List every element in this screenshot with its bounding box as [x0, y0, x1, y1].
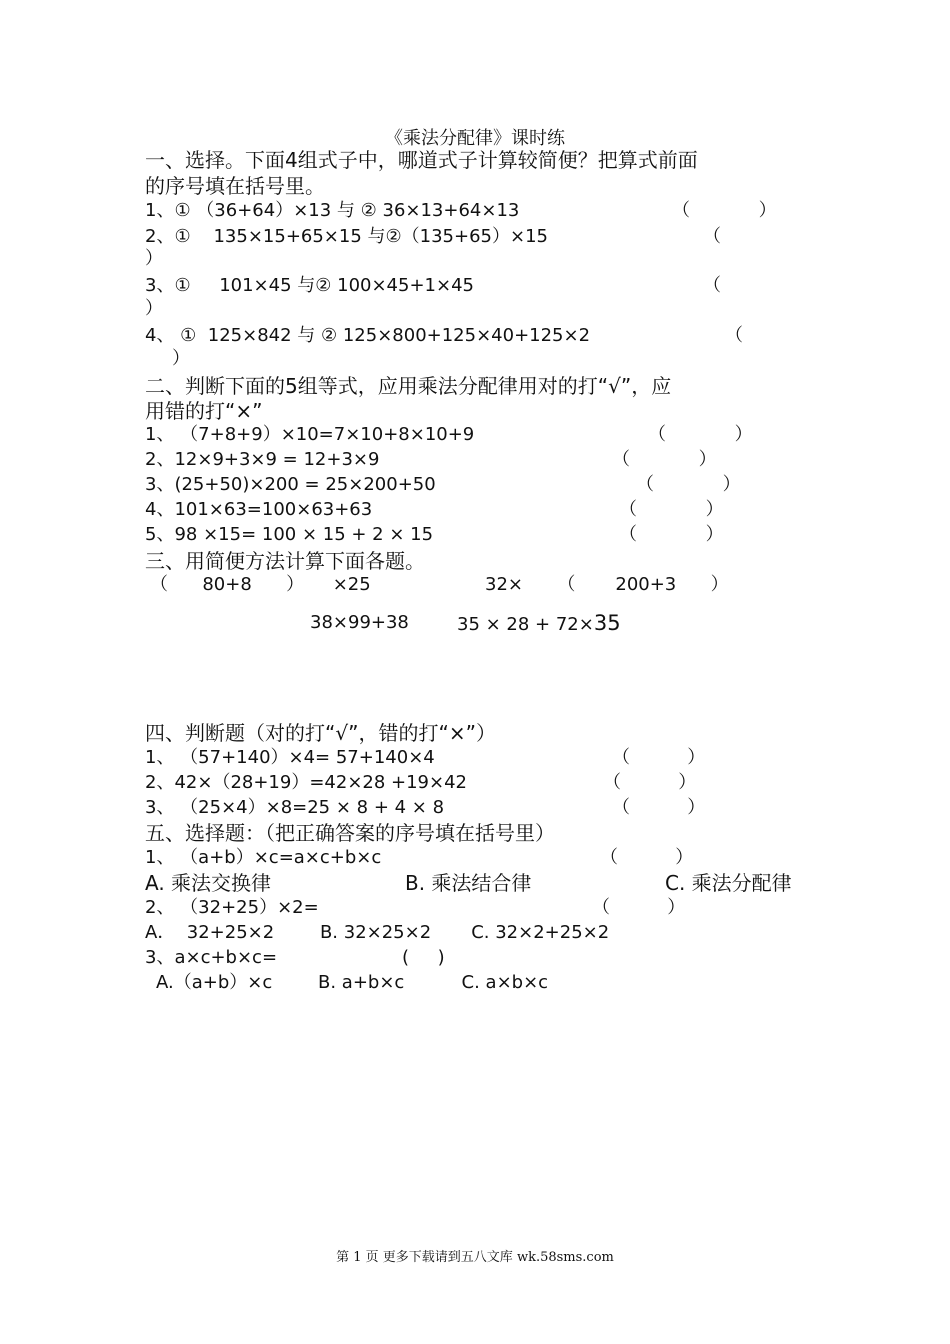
s5-q3-options: A.（a+b）×c B. a+b×c C. a×b×c	[156, 972, 549, 993]
s2-answer-paren-1: （ ）	[648, 424, 753, 445]
section-5-heading: 五、选择题：（把正确答案的序号填在括号里）	[145, 821, 555, 845]
page-footer: 第 1 页 更多下载请到五八文库 wk.58sms.com	[336, 1250, 614, 1265]
s2-answer-paren-2: （ ）	[612, 449, 717, 470]
s1-question-2: 2、① 135×15+65×15 与②（135+65）×15	[145, 226, 548, 247]
s5-q1-option-b: B. 乘法结合律	[405, 871, 532, 895]
s4-answer-paren-3: （ ）	[612, 797, 706, 818]
s1-answer-paren-4-open: （	[725, 325, 743, 346]
section-4-heading: 四、判断题（对的打“√”，错的打“×”）	[145, 721, 496, 745]
s4-item-2: 2、42×（28+19）=42×28 +19×42	[145, 772, 467, 793]
s1-question-1: 1、① （36+64）×13 与 ② 36×13+64×13	[145, 200, 520, 221]
s5-q1-option-a: A. 乘法交换律	[145, 871, 272, 895]
s1-answer-paren-4-close: ）	[172, 348, 190, 369]
s5-question-2: 2、 （32+25）×2=	[145, 897, 319, 918]
s1-question-3: 3、① 101×45 与② 100×45+1×45	[145, 275, 474, 296]
s5-answer-paren-2: （ ）	[592, 897, 686, 918]
page-title: 《乘法分配律》课时练	[385, 128, 565, 149]
s2-item-3: 3、(25+50)×200 = 25×200+50	[145, 474, 436, 495]
s1-answer-paren-2-close: ）	[145, 248, 163, 269]
s3-problem-4	[457, 611, 621, 637]
s1-answer-paren-1: （ ）	[672, 200, 777, 221]
section-1-heading-line1: 一、选择。下面4组式子中，哪道式子计算较简便？把算式前面	[145, 148, 698, 172]
section-1-heading-line2: 的序号填在括号里。	[145, 174, 325, 198]
s2-answer-paren-3: （ ）	[636, 474, 741, 495]
s1-answer-paren-3-open: （	[703, 275, 721, 296]
s4-answer-paren-2: （ ）	[603, 772, 697, 793]
s4-answer-paren-1: （ ）	[612, 747, 706, 768]
s2-answer-paren-4: （ ）	[619, 499, 724, 520]
s3-problem-4-end: 35	[593, 611, 621, 635]
s1-answer-paren-3-close: ）	[145, 298, 163, 319]
s3-problem-4-main: 35 × 28 + 72×	[457, 614, 594, 635]
s3-problem-1: （ 80+8 ） ×25	[150, 574, 371, 595]
s1-answer-paren-2-open: （	[703, 226, 721, 247]
s5-answer-paren-1: （ ）	[600, 847, 694, 868]
s5-q2-options: A． 32+25×2 B. 32×25×2 C. 32×2+25×2	[145, 922, 610, 943]
s1-question-4: 4、 ① 125×842 与 ② 125×800+125×40+125×2	[145, 325, 591, 346]
s5-answer-paren-3: ( )	[402, 947, 445, 968]
s3-problem-2: 32× （ 200+3 ）	[485, 574, 729, 595]
s2-item-4: 4、101×63=100×63+63	[145, 499, 373, 520]
s2-item-2: 2、12×9+3×9 = 12+3×9	[145, 449, 380, 470]
section-2-heading-line1: 二、判断下面的5组等式，应用乘法分配律用对的打“√”，应	[145, 374, 672, 398]
s2-item-5: 5、98 ×15= 100 × 15 + 2 × 15	[145, 524, 434, 545]
s5-question-3: 3、a×c+b×c=	[145, 947, 278, 968]
s2-item-1: 1、 （7+8+9）×10=7×10+8×10+9	[145, 424, 475, 445]
s5-q1-option-c: C. 乘法分配律	[665, 871, 792, 895]
s2-answer-paren-5: （ ）	[619, 524, 724, 545]
s4-item-1: 1、 （57+140）×4= 57+140×4	[145, 747, 435, 768]
s4-item-3: 3、 （25×4）×8=25 × 8 + 4 × 8	[145, 797, 445, 818]
section-3-heading: 三、用简便方法计算下面各题。	[145, 549, 425, 573]
section-2-heading-line2: 用错的打“×”	[145, 399, 263, 423]
s5-question-1: 1、 （a+b）×c=a×c+b×c	[145, 847, 382, 868]
s3-problem-3: 38×99+38	[310, 612, 409, 633]
